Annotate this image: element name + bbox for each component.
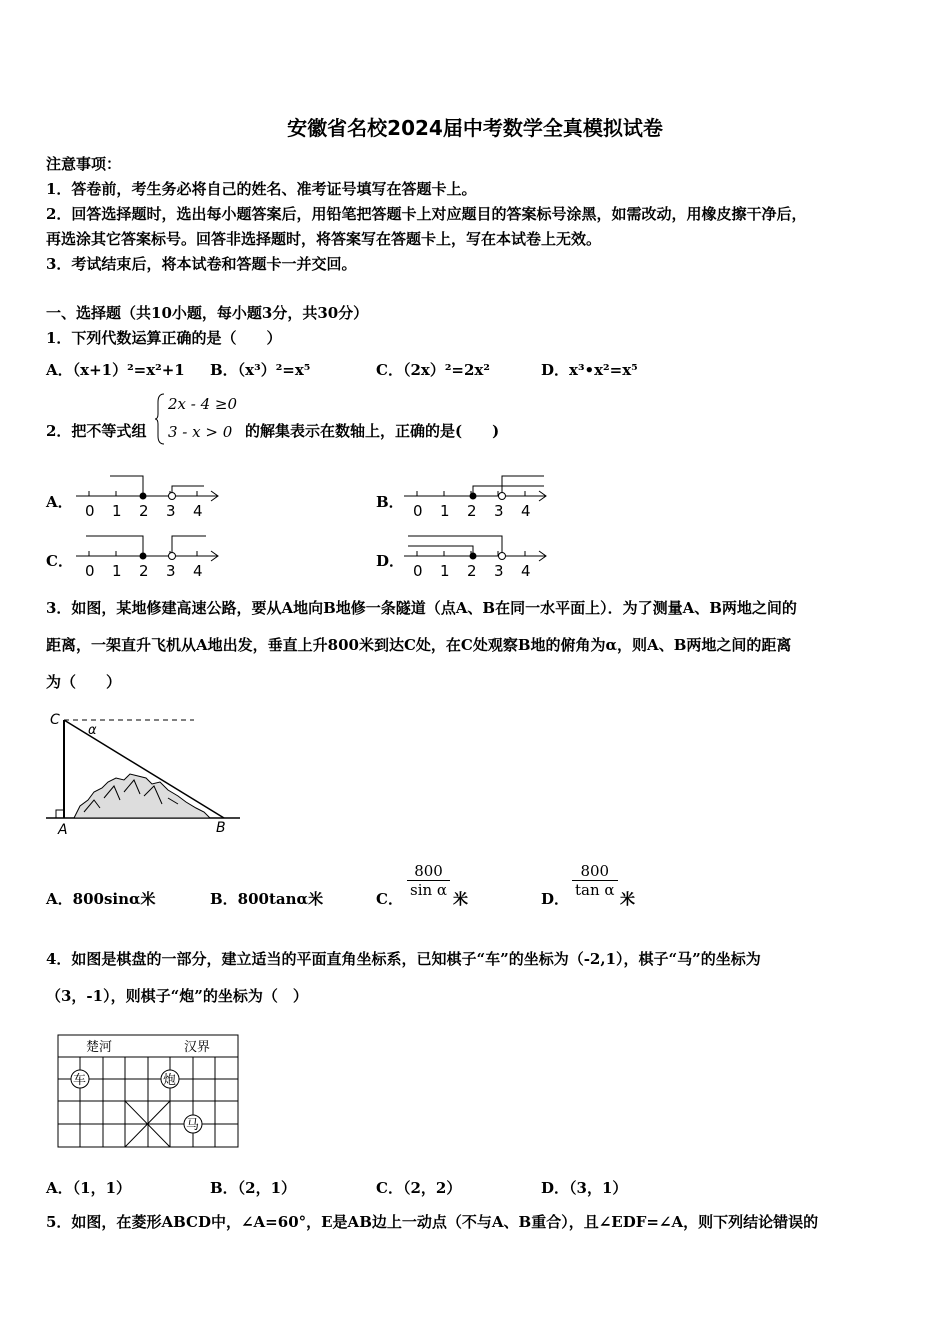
notes-item-1: 1．答卷前，考生务必将自己的姓名、准考证号填写在答题卡上。 (46, 180, 477, 198)
fraction-numerator: 800 (572, 862, 618, 881)
fraction-denominator: sin α (410, 881, 448, 899)
piece-che: 车 (73, 1073, 87, 1088)
tick-label: 4 (521, 502, 531, 520)
q2-inequality-2: 3 - x > 0 (168, 423, 233, 441)
q2-numberline-c (72, 530, 224, 580)
tick-label: 1 (112, 562, 122, 580)
q2-numberline-d (400, 530, 552, 580)
piece-ma: 马 (186, 1118, 200, 1133)
tick-label: 2 (467, 502, 477, 520)
q3-option-d-label: D． (541, 890, 570, 908)
tick-label: 4 (193, 562, 203, 580)
q3-option-a: A．800sinα米 (46, 890, 156, 908)
q4-option-a: A．（1，1） (46, 1179, 132, 1197)
tick-label: 0 (413, 502, 423, 520)
tick-label: 3 (166, 502, 176, 520)
tick-label: 3 (494, 502, 504, 520)
tick-label: 4 (521, 562, 531, 580)
q3-option-c-unit: 米 (453, 890, 469, 908)
point-b-label: B (216, 820, 226, 836)
q2-label-d: D． (376, 552, 405, 570)
q4-line-2: （3，-1），则棋子“炮”的坐标为（ ） (46, 987, 308, 1005)
tick-label: 1 (112, 502, 122, 520)
notes-item-2b: 再选涂其它答案标号。回答非选择题时，将答案写在答题卡上，写在本试卷上无效。 (46, 230, 602, 248)
q3-option-c-label: C． (376, 890, 403, 908)
river-label-2: 汉界 (184, 1040, 211, 1055)
q2-numberline-b (400, 470, 552, 520)
q2-prefix: 2．把不等式组 (46, 422, 147, 440)
tick-label: 4 (193, 502, 203, 520)
fraction-denominator: tan α (575, 881, 615, 899)
tick-label: 0 (413, 562, 423, 580)
notes-heading: 注意事项： (46, 155, 122, 173)
tick-label: 2 (467, 562, 477, 580)
q1-option-d: D．x³•x²=x⁵ (541, 361, 638, 379)
q4-chessboard (56, 1033, 242, 1149)
river-label-1: 楚河 (86, 1040, 113, 1055)
q3-line-3: 为（ ） (46, 673, 122, 691)
tick-label: 0 (85, 502, 95, 520)
tick-label: 1 (440, 562, 450, 580)
q4-option-c: C．（2，2） (376, 1179, 462, 1197)
q3-line-1: 3．如图，某地修建高速公路，要从A地向B地修一条隧道（点A、B在同一水平面上）．为了测量A、B两地之间的 (46, 599, 797, 617)
q2-label-b: B． (376, 493, 404, 511)
q3-option-d-unit: 米 (620, 890, 636, 908)
section-heading: 一、选择题（共10小题，每小题3分，共30分） (46, 304, 369, 322)
q1-option-b: B．（x³）²=x⁵ (210, 361, 311, 379)
q2-label-a: A． (46, 493, 73, 511)
q2-inequality-1: 2x - 4 ≥0 (168, 395, 238, 413)
q5-line-1: 5．如图，在菱形ABCD中，∠A=60°，E是AB边上一动点（不与A、B重合），且∠EDF=∠A，则下列结论错误的 (46, 1213, 819, 1231)
q3-line-2: 距离，一架直升飞机从A地出发，垂直上升800米到达C处，在C处观察B地的俯角为α，则A、B两地之间的距离 (46, 636, 792, 654)
tick-label: 3 (166, 562, 176, 580)
q2-suffix: 的解集表示在数轴上，正确的是( ) (245, 422, 500, 440)
q1-option-c: C．（2x）²=2x² (376, 361, 490, 379)
q2-numberline-a (72, 470, 224, 520)
q2-brace (154, 392, 166, 446)
q4-option-d: D．（3，1） (541, 1179, 628, 1197)
q3-option-d-fraction (572, 862, 618, 899)
q1-option-a: A．（x+1）²=x²+1 (46, 361, 185, 379)
point-a-label: A (58, 822, 68, 838)
tick-label: 3 (494, 562, 504, 580)
q1-stem: 1．下列代数运算正确的是（ ） (46, 329, 282, 347)
q3-option-b: B．800tanα米 (210, 890, 324, 908)
q2-label-c: C． (46, 552, 73, 570)
tick-label: 2 (139, 562, 149, 580)
q3-option-c-fraction (407, 862, 450, 899)
notes-item-3: 3．考试结束后，将本试卷和答题卡一并交回。 (46, 255, 357, 273)
alpha-label: α (88, 723, 97, 738)
fraction-numerator: 800 (407, 862, 450, 881)
q4-option-b: B．（2，1） (210, 1179, 297, 1197)
mountain-shape (74, 774, 210, 818)
q4-line-1: 4．如图是棋盘的一部分，建立适当的平面直角坐标系，已知棋子“车”的坐标为（-2,1），棋子“马”的坐标为 (46, 950, 761, 968)
tick-label: 0 (85, 562, 95, 580)
page-title: 安徽省名校2024届中考数学全真模拟试卷 (287, 116, 663, 140)
point-c-label: C (50, 712, 60, 728)
tick-label: 2 (139, 502, 149, 520)
q3-figure (44, 708, 244, 840)
piece-pao: 炮 (163, 1073, 177, 1088)
tick-label: 1 (440, 502, 450, 520)
notes-item-2a: 2．回答选择题时，选出每小题答案后，用铅笔把答题卡上对应题目的答案标号涂黑，如需改动，用橡皮擦干净后， (46, 205, 807, 223)
